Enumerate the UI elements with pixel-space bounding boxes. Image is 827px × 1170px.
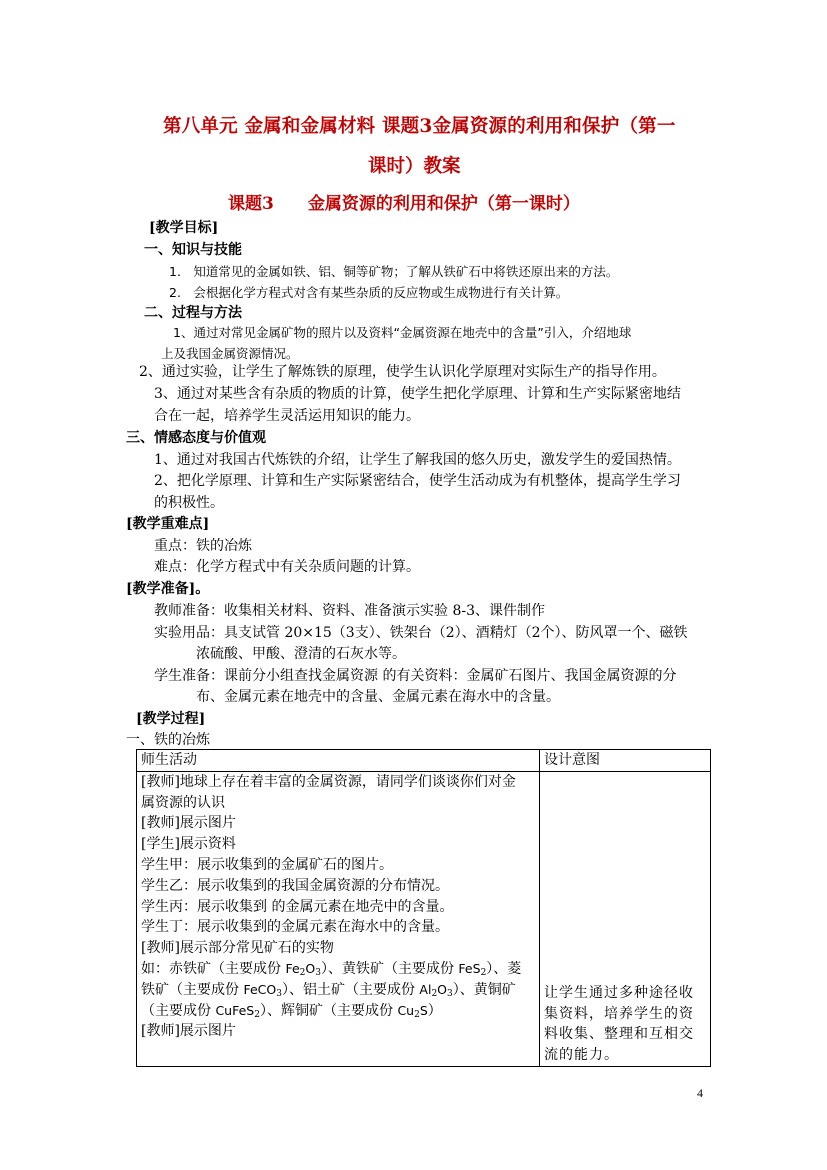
objectives-heading: [教学目标] bbox=[149, 220, 219, 236]
document-title-line2: 课时）教案 bbox=[368, 156, 461, 177]
activity-line: 学生乙：展示收集到的我国金属资源的分布情况。 bbox=[141, 877, 449, 894]
activity-line: 学生丁：展示收集到的金属元素在海水中的含量。 bbox=[141, 919, 449, 936]
ore-text: 如：赤铁矿（主要成份 bbox=[141, 960, 286, 977]
formula-pyrite: FeS bbox=[458, 960, 481, 976]
activity-line: 学生甲：展示收集到的金属矿石的图片。 bbox=[141, 856, 393, 873]
knowledge-skills-heading: 一、知识与技能 bbox=[144, 242, 242, 258]
process-methods-heading: 二、过程与方法 bbox=[144, 305, 242, 321]
ore-examples-line-1 bbox=[141, 959, 535, 980]
lesson-subtitle: 课题3 金属资源的利用和保护（第一课时） bbox=[228, 194, 580, 214]
activity-line: [教师]展示图片 bbox=[141, 815, 236, 832]
difficult-point: 难点：化学方程式中有关杂质问题的计算。 bbox=[154, 559, 420, 575]
section-iron-smelting: 一、铁的冶炼 bbox=[126, 732, 210, 748]
formula-chalcopyrite: CuFeS bbox=[215, 1002, 255, 1018]
emotion-values-heading: 三、情感态度与价值观 bbox=[126, 430, 266, 446]
formula-siderite: FeCO bbox=[243, 981, 277, 997]
process-item-1b: 上及我国金属资源情况。 bbox=[161, 346, 299, 361]
formula-chalcocite: Cu bbox=[397, 1002, 415, 1018]
ore-text: ）、菱 bbox=[486, 960, 522, 977]
page-number: 4 bbox=[697, 1086, 703, 1100]
teacher-preparation: 教师准备：收集相关材料、资料、准备演示实验 8-3、课件制作 bbox=[154, 603, 545, 619]
formula-subscript: 3 bbox=[447, 988, 453, 999]
ore-text: ）、黄铁矿（主要成份 bbox=[320, 960, 459, 977]
ore-examples-line-3 bbox=[141, 1001, 535, 1022]
formula-subscript: 3 bbox=[276, 988, 282, 999]
ore-text: 铁矿（主要成份 bbox=[141, 981, 244, 998]
activity-line: [学生]展示资料 bbox=[141, 836, 236, 853]
formula-subscript: 2 bbox=[414, 1009, 420, 1020]
design-intent-cell: 让学生通过多种途径收集资料，培养学生的资料收集、整理和互相交流的能力。 bbox=[540, 771, 711, 1066]
ore-text: ） bbox=[427, 1002, 442, 1019]
knowledge-item-2: 2. 会根据化学方程式对含有某些杂质的反应物或生成物进行有关计算。 bbox=[169, 285, 569, 300]
process-item-3a: 3、通过对某些含有杂质的物质的计算，使学生把化学原理、计算和生产实际紧密地结 bbox=[154, 386, 681, 402]
activity-line: 学生丙：展示收集到 的金属元素在地壳中的含量。 bbox=[141, 898, 454, 915]
activities-cell bbox=[137, 771, 540, 1066]
ore-text: （主要成份 bbox=[141, 1002, 216, 1019]
emotion-item-2b: 的积极性。 bbox=[154, 495, 224, 511]
document-title-line1: 第八单元 金属和金属材料 课题3金属资源的利用和保护（第一 bbox=[163, 116, 676, 137]
ore-text: ）、黄铜矿 bbox=[452, 981, 516, 998]
emotion-item-2a: 2、把化学原理、计算和生产实际紧密结合，使学生活动成为有机整体，提高学生学习 bbox=[154, 473, 681, 489]
student-preparation-line-1: 学生准备：课前分小组查找金属资源 的有关资料：金属矿石图片、我国金属资源的分 bbox=[154, 668, 677, 684]
emotion-item-1: 1、通过对我国古代炼铁的介绍，让学生了解我国的悠久历史，激发学生的爱国热情。 bbox=[154, 452, 681, 468]
preparation-heading: [教学准备]。 bbox=[126, 581, 210, 597]
formula-chalcocite: S bbox=[419, 1002, 428, 1018]
process-item-3b: 合在一起，培养学生灵活运用知识的能力。 bbox=[154, 408, 420, 424]
formula-hematite: O bbox=[305, 960, 316, 976]
table-header-activities: 师生活动 bbox=[137, 750, 540, 772]
key-point: 重点：铁的冶炼 bbox=[154, 538, 252, 554]
equipment-line-1: 实验用品：具支试管 20×15（3支）、铁架台（2）、酒精灯（2个）、防风罩一个、磁铁 bbox=[154, 625, 688, 641]
student-preparation-line-2: 布、金属元素在地壳中的含量、金属元素在海水中的含量。 bbox=[196, 689, 560, 705]
formula-subscript: 2 bbox=[480, 967, 487, 978]
knowledge-item-1: 1. 知道常见的金属如铁、铝、铜等矿物；了解从铁矿石中将铁还原出来的方法。 bbox=[169, 264, 619, 279]
formula-subscript: 3 bbox=[315, 967, 321, 978]
ore-text: ）、辉铜矿（主要成份 bbox=[259, 1002, 398, 1019]
activity-line: [教师]展示部分常见矿石的实物 bbox=[141, 940, 334, 957]
activity-line: 属资源的认识 bbox=[141, 794, 225, 811]
formula-bauxite: Al bbox=[419, 981, 432, 997]
activity-line: [教师]地球上存在着丰富的金属资源，请同学们谈谈你们对金 bbox=[141, 773, 516, 790]
table-header-intent: 设计意图 bbox=[540, 750, 711, 772]
formula-bauxite: O bbox=[437, 981, 448, 997]
teaching-process-table bbox=[136, 749, 711, 1067]
activity-line: [教师]展示图片 bbox=[141, 1023, 236, 1040]
ore-text: ）、铝土矿（主要成份 bbox=[281, 981, 420, 998]
formula-subscript: 2 bbox=[431, 988, 438, 999]
process-item-1a: 1、通过对常见金属矿物的照片以及资料“金属资源在地壳中的含量”引入，介绍地球 bbox=[173, 325, 632, 340]
equipment-line-2: 浓硫酸、甲酸、澄清的石灰水等。 bbox=[196, 646, 406, 662]
key-points-heading: [教学重难点] bbox=[126, 516, 210, 532]
formula-subscript: 2 bbox=[254, 1009, 260, 1020]
ore-examples-line-2 bbox=[141, 980, 535, 1001]
formula-hematite: Fe bbox=[285, 960, 300, 976]
process-item-2: 2、通过实验，让学生了解炼铁的原理，使学生认识化学原理对实际生产的指导作用。 bbox=[139, 364, 666, 380]
formula-subscript: 2 bbox=[299, 967, 306, 978]
process-heading: [教学过程] bbox=[136, 711, 206, 727]
